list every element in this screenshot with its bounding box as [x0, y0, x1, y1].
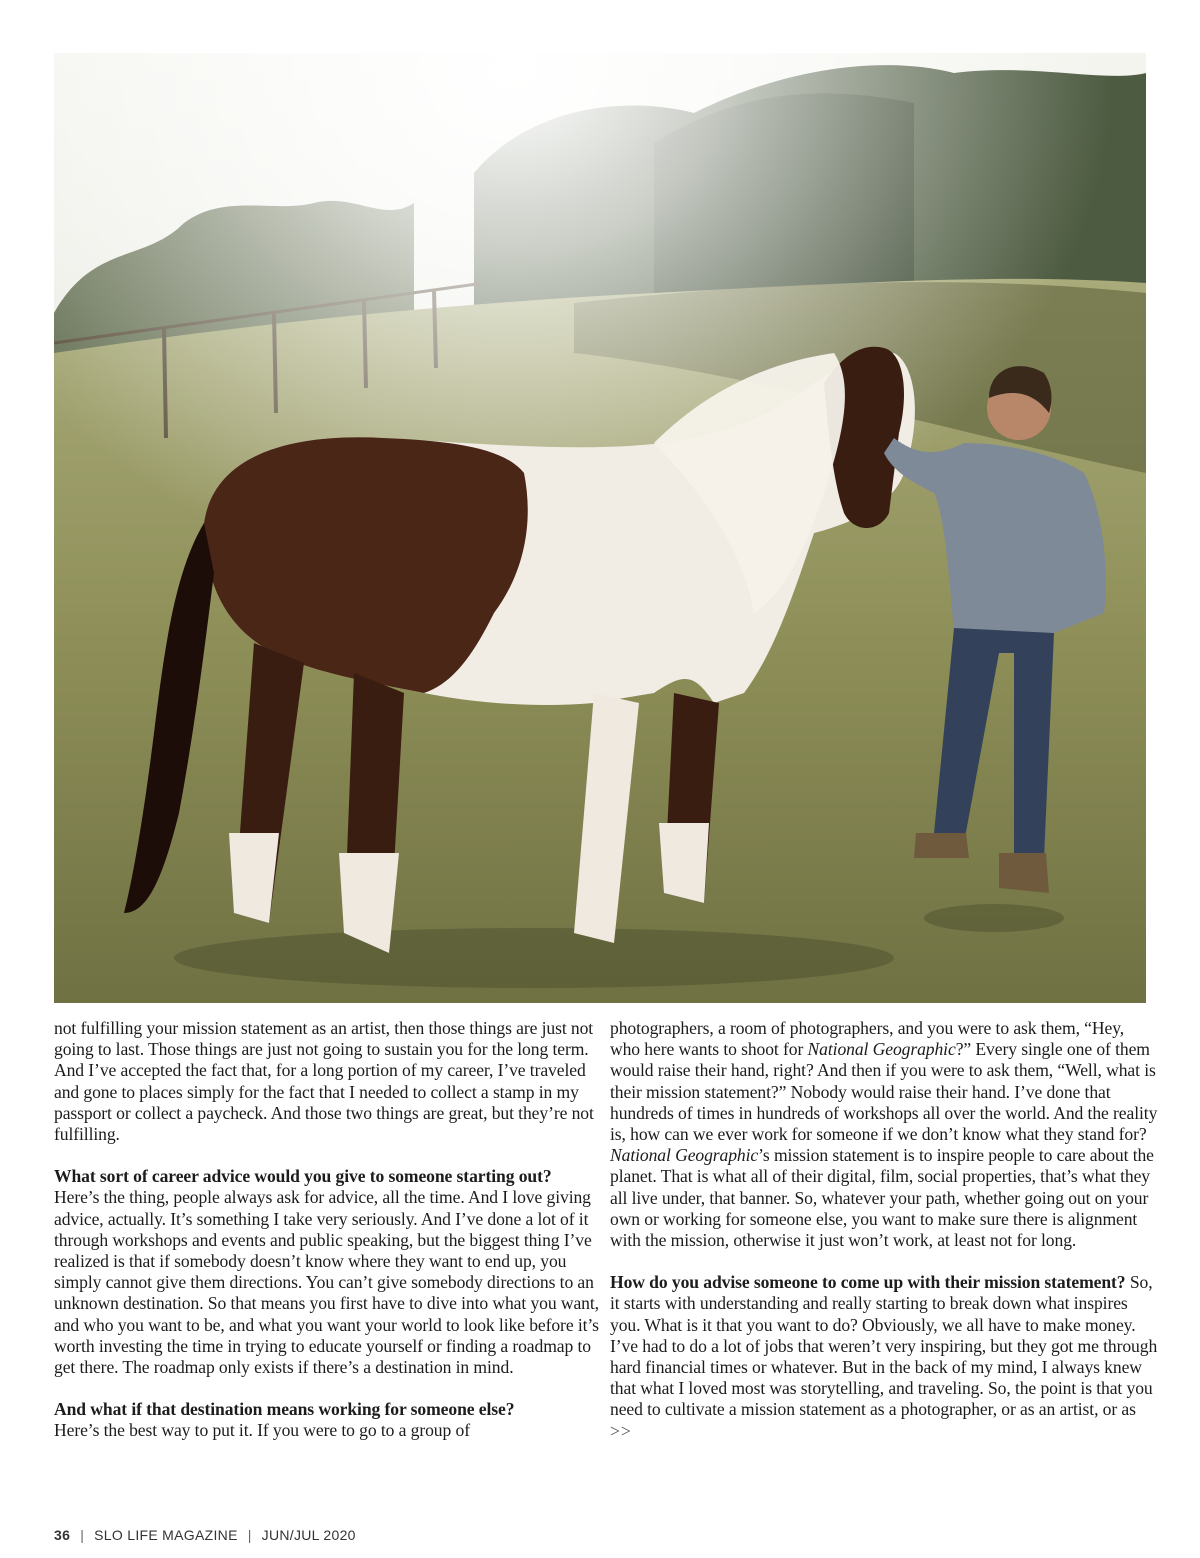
footer-separator: | [80, 1527, 85, 1543]
horse-and-man-photo [54, 53, 1146, 1003]
article-right-column [610, 1018, 1158, 1463]
publication-name-italic: National Geographic [807, 1039, 956, 1060]
photo-illustration [54, 53, 1146, 1003]
article-left-column [54, 1018, 602, 1463]
page-number: 36 [54, 1527, 71, 1543]
answer-mission-statement: So, it starts with understanding and really starting to break down what inspires you. What is it that you want to do? Obviously, we all have to make money. I’ve had to do a lot of jobs that weren’t very inspiring, but they got me through hard financial times or whatever. But in the back of my mind, I always knew that what I loved most was storytelling, and traveling. So, the point is that you need to cultivate a mission statement as a photographer, or as an artist, or as [610, 1272, 1158, 1420]
paragraph-continuation: not fulfilling your mission statement as an artist, then those things are just not going to last. Those things are just not going to sustain you for the long term. And I’ve accepted the fact that, for a long portion of my career, I’ve traveled and gone to places simply for the fact that I needed to collect a stamp in my passport or collect a paycheck. And those two things are great, but they’re not fulfilling. [54, 1018, 594, 1145]
answer-working-for-someone-continued: photographers, a room of photographers, and you were to ask them, “Hey, who here wants to shoot for National Geographic?” Every single one of them would raise their hand, right? And then if you were to ask them, “Well, what is their mission statement?” Nobody would raise their hand. I’ve done that hundreds of times in hundreds of workshops all over the world. And the reality is, how can we ever work for someone if we don’t know what they stand for? National Geographic’s mission statement is to inspire people to care about the planet. That is what all of their digital, film, social properties, that’s what they all live under, that banner. So, whatever your path, whether going out on your own or working for someone else, you want to make sure there is alignment with the mission, otherwise it just won’t work, at least not for long. [610, 1018, 1158, 1251]
answer-working-for-someone-start: Here’s the best way to put it. If you were to go to a group of [54, 1420, 470, 1441]
question-working-for-someone: And what if that destination means working for someone else? [54, 1399, 515, 1420]
answer-career-advice: Here’s the thing, people always ask for advice, all the time. And I love giving advice, actually. It’s something I take very seriously. And I’ve done a lot of it through workshops and events and public speaking, but the biggest thing I’ve realized is that if somebody doesn’t know where they want to end up, you simply cannot give them directions. You can’t give somebody directions to an unknown destination. So that means you first have to dive into what you want, and who you want to be, and what you want your world to look like before it’s worth investing the time in trying to educate yourself or finding a roadmap to get there. The roadmap only exists if there’s a destination in mind. [54, 1187, 599, 1378]
publication-name-italic: National Geographic [610, 1145, 759, 1166]
question-career-advice: What sort of career advice would you give to someone starting out? [54, 1166, 552, 1187]
page-footer [54, 1527, 356, 1543]
issue-date: JUN/JUL 2020 [261, 1527, 356, 1543]
question-mission-statement: How do you advise someone to come up with their mission statement? So, it starts with understanding and really starting to break down what inspires you. What is it that you want to do? Obviously, we all have to make money. I’ve had to do a lot of jobs that weren’t very inspiring, but they got me through hard financial times or whatever. But in the back of my mind, I always knew that what I loved most was storytelling, and traveling. So, the point is that you need to cultivate a mission statement as a photographer, or as an artist, or as >> [610, 1272, 1158, 1441]
publication-name: SLO LIFE MAGAZINE [94, 1527, 238, 1543]
footer-separator: | [247, 1527, 252, 1543]
continued-arrow: >> [610, 1420, 632, 1441]
